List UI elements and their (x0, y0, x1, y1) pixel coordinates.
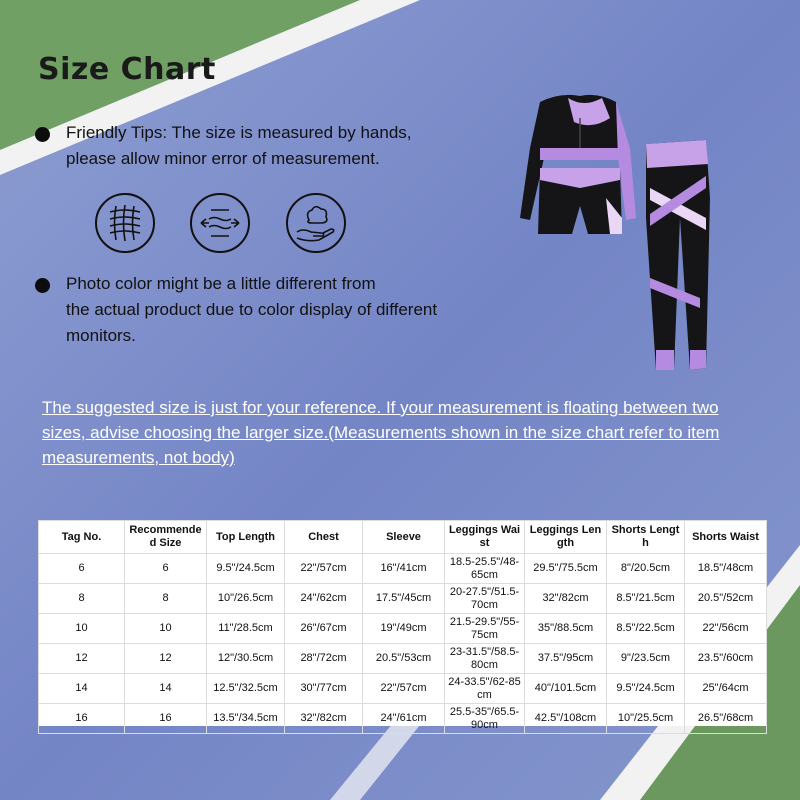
table-cell: 12 (125, 644, 207, 674)
header-shorts-waist: Shorts Waist (685, 521, 767, 554)
table-cell: 14 (39, 674, 125, 704)
table-cell: 24-33.5"/62-85cm (445, 674, 525, 704)
page-title: Size Chart (38, 52, 216, 87)
table-cell: 18.5"/48cm (685, 554, 767, 584)
table-cell: 30"/77cm (285, 674, 363, 704)
table-cell: 22"/57cm (285, 554, 363, 584)
table-cell: 20.5"/52cm (685, 584, 767, 614)
table-cell: 26.5"/68cm (685, 704, 767, 734)
table-cell: 11"/28.5cm (207, 614, 285, 644)
table-cell: 12"/30.5cm (207, 644, 285, 674)
table-cell: 40"/101.5cm (525, 674, 607, 704)
table-cell: 6 (39, 554, 125, 584)
table-row (39, 674, 767, 704)
table-cell: 32"/82cm (285, 704, 363, 734)
table-row (39, 704, 767, 734)
table-cell: 8.5"/22.5cm (607, 614, 685, 644)
header-shorts-length: Shorts Length (607, 521, 685, 554)
table-row (39, 644, 767, 674)
table-cell: 8 (39, 584, 125, 614)
header-chest: Chest (285, 521, 363, 554)
header-tag-no: Tag No. (39, 521, 125, 554)
header-top-length: Top Length (207, 521, 285, 554)
cotton-soft-icon (285, 192, 347, 254)
table-cell: 9.5"/24.5cm (607, 674, 685, 704)
table-cell: 16 (125, 704, 207, 734)
table-cell: 8.5"/21.5cm (607, 584, 685, 614)
table-cell: 10 (39, 614, 125, 644)
tip-photo-line2: the actual product due to color display of different (66, 300, 438, 319)
table-cell: 42.5"/108cm (525, 704, 607, 734)
table-cell: 25"/64cm (685, 674, 767, 704)
table-cell: 8"/20.5cm (607, 554, 685, 584)
table-cell: 10 (125, 614, 207, 644)
size-suggestion-note: The suggested size is just for your reference. If your measurement is floating between two sizes, advise choosing the larger size.(Measurements shown in the size chart refer to item measurements, not body) (42, 398, 720, 467)
tip-friendly (66, 120, 412, 172)
table-cell: 35"/88.5cm (525, 614, 607, 644)
table-cell: 16 (39, 704, 125, 734)
table-cell: 18.5-25.5"/48-65cm (445, 554, 525, 584)
product-image (510, 88, 740, 378)
table-cell: 29.5"/75.5cm (525, 554, 607, 584)
table-cell: 20.5"/53cm (363, 644, 445, 674)
table-row (39, 554, 767, 584)
header-leggings-length: Leggings Length (525, 521, 607, 554)
tip-photo-color (66, 271, 437, 349)
fabric-mesh-icon (94, 192, 156, 254)
table-row (39, 614, 767, 644)
table-cell: 21.5-29.5"/55-75cm (445, 614, 525, 644)
table-cell: 26"/67cm (285, 614, 363, 644)
table-cell: 14 (125, 674, 207, 704)
table-cell: 25.5-35"/65.5-90cm (445, 704, 525, 734)
table-cell: 17.5"/45cm (363, 584, 445, 614)
table-cell: 32"/82cm (525, 584, 607, 614)
table-cell: 20-27.5"/51.5-70cm (445, 584, 525, 614)
table-cell: 6 (125, 554, 207, 584)
table-cell: 24"/62cm (285, 584, 363, 614)
header-sleeve: Sleeve (363, 521, 445, 554)
table-cell: 22"/56cm (685, 614, 767, 644)
table-cell: 10"/26.5cm (207, 584, 285, 614)
table-cell: 23.5"/60cm (685, 644, 767, 674)
table-row (39, 584, 767, 614)
tip-photo-line1: Photo color might be a little different from (66, 274, 376, 293)
stretch-icon (189, 192, 251, 254)
table-cell: 19"/49cm (363, 614, 445, 644)
table-cell: 9.5"/24.5cm (207, 554, 285, 584)
table-cell: 22"/57cm (363, 674, 445, 704)
header-leggings-waist: Leggings Waist (445, 521, 525, 554)
table-cell: 23-31.5"/58.5-80cm (445, 644, 525, 674)
size-chart-table (38, 520, 766, 731)
table-cell: 13.5"/34.5cm (207, 704, 285, 734)
tip-friendly-line1: Friendly Tips: The size is measured by hands, (66, 123, 412, 142)
header-recommended-size: Recommended Size (125, 521, 207, 554)
table-cell: 16"/41cm (363, 554, 445, 584)
table-header-row (39, 521, 767, 554)
tip-bullet (35, 278, 50, 293)
tip-bullet (35, 127, 50, 142)
table-cell: 9"/23.5cm (607, 644, 685, 674)
table-cell: 8 (125, 584, 207, 614)
table-cell: 24"/61cm (363, 704, 445, 734)
tip-friendly-line2: please allow minor error of measurement. (66, 149, 380, 168)
table-cell: 12 (39, 644, 125, 674)
table-cell: 37.5"/95cm (525, 644, 607, 674)
table-cell: 28"/72cm (285, 644, 363, 674)
tip-photo-line3: monitors. (66, 326, 136, 345)
table-cell: 10"/25.5cm (607, 704, 685, 734)
table-cell: 12.5"/32.5cm (207, 674, 285, 704)
